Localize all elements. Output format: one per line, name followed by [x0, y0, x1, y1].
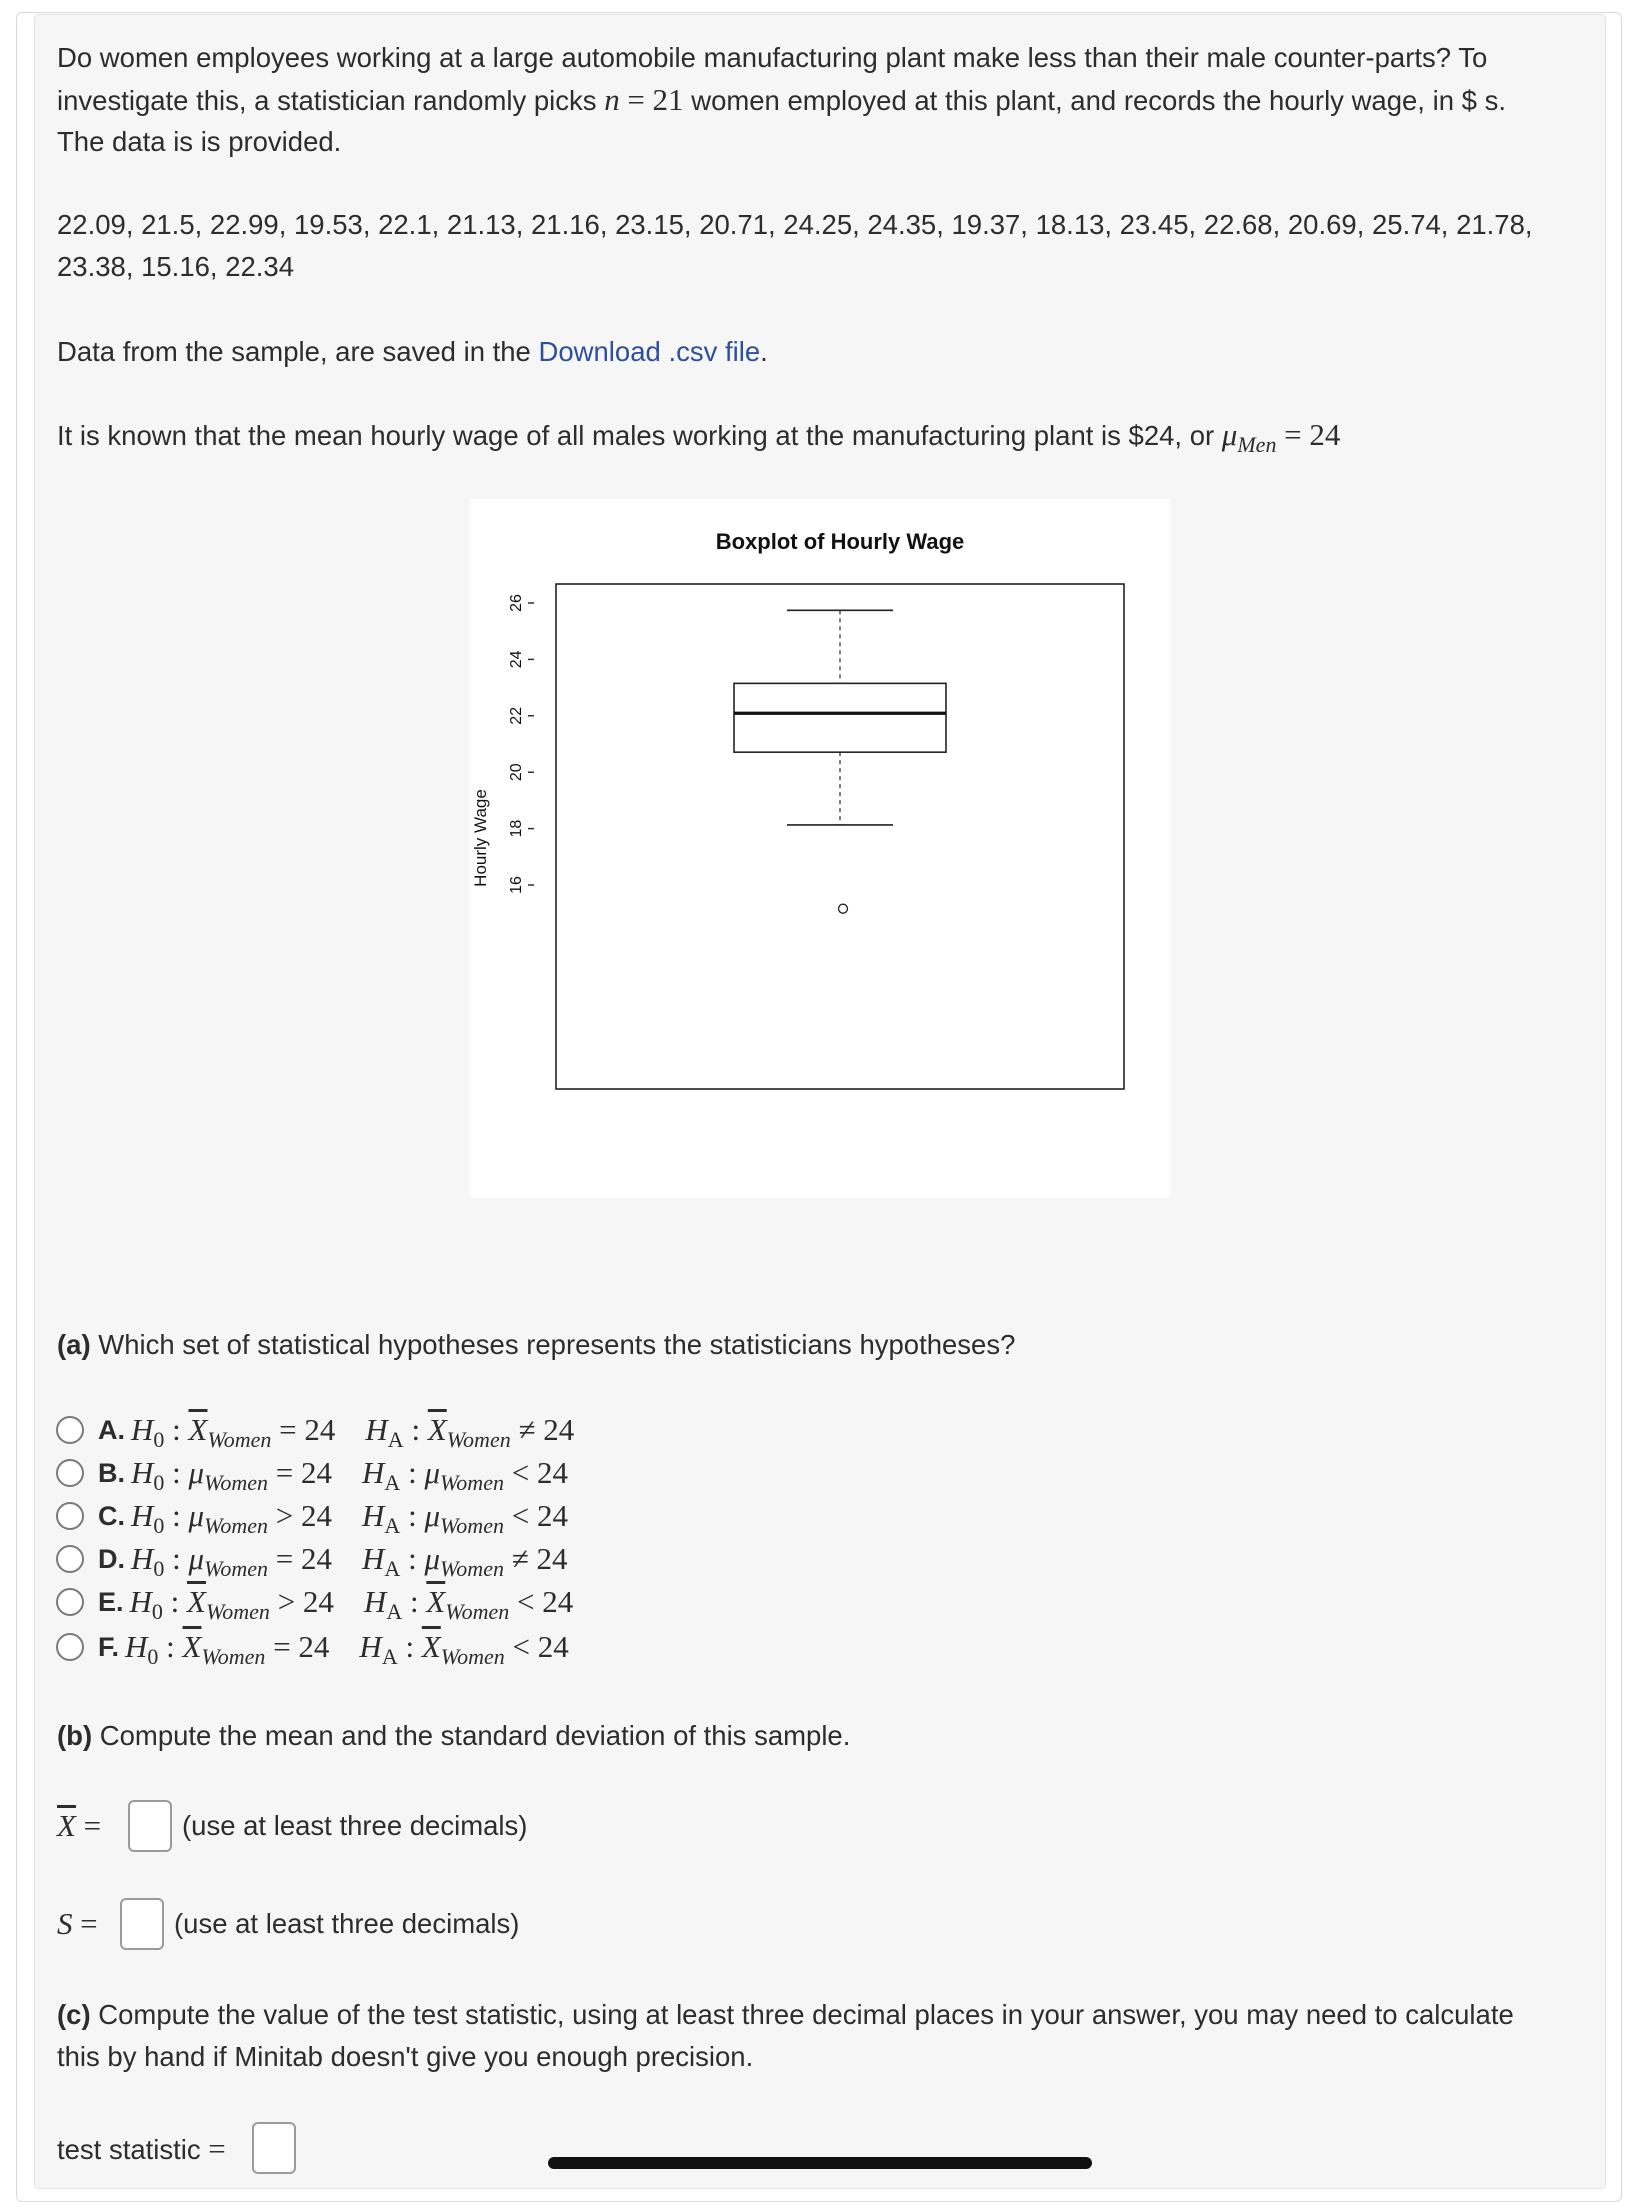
mean-hint: (use at least three decimals) [182, 1810, 528, 1841]
s-symbol: S [57, 1906, 73, 1941]
known-mean-line: It is known that the mean hourly wage of all males working at the manufacturing plant is $24, or $\mu_{Men} = 24$ [57, 417, 1341, 457]
radio-button[interactable] [56, 1633, 84, 1661]
option-e[interactable] [56, 1582, 573, 1622]
test-statistic-row: test statistic = [57, 2131, 226, 2166]
y-axis-ticks [508, 594, 534, 894]
y-tick-label: 22 [508, 706, 525, 725]
download-csv-link[interactable]: Download .csv file [538, 336, 761, 367]
outlier-point [839, 904, 848, 913]
hypothesis-text: $H_0$ : $\mu_{Women} = 24$ $H_A$ : $\mu_{Women} \ne 24$ [131, 1541, 568, 1581]
option-letter: A. [98, 1414, 125, 1445]
box-elements [734, 610, 946, 825]
y-tick-label: 24 [508, 650, 525, 669]
part-a-question: (a) Which set of statistical hypotheses represents the statisticians hypotheses? [57, 1329, 1016, 1360]
boxplot-svg [470, 499, 1170, 1198]
intro-line-2: investigate this, a statistician randomly picks n = 21 women employed at this plant, and records the hourly wage, in $ s. [57, 82, 1506, 117]
chart-title: Boxplot of Hourly Wage [715, 529, 965, 554]
option-f[interactable] [56, 1627, 569, 1667]
part-c-line-1: (c) Compute the value of the test statistic, using at least three decimal places in your answer, you may need to calculate [57, 1999, 1514, 2030]
mean-input-box[interactable] [128, 1800, 172, 1852]
outlier-points [839, 904, 848, 913]
radio-button[interactable] [56, 1502, 84, 1530]
y-tick-label: 16 [508, 876, 525, 894]
option-d[interactable] [56, 1539, 567, 1579]
hypothesis-text: $H_0$ : $\overline{X}_{Women} > 24$ $H_A$ : $\overline{X}_{Women} < 24$ [129, 1584, 574, 1624]
sd-input-box[interactable] [120, 1898, 164, 1950]
boxplot-chart [470, 499, 1170, 1198]
radio-button[interactable] [56, 1588, 84, 1616]
option-a[interactable] [56, 1410, 574, 1450]
scroll-indicator-bar[interactable] [548, 2157, 1092, 2169]
hypothesis-text: $H_0$ : $\overline{X}_{Women} = 24$ $H_A$ : $\overline{X}_{Women} < 24$ [125, 1629, 569, 1669]
option-c[interactable] [56, 1496, 568, 1536]
xbar-symbol: $\overline{X}$ [57, 1808, 76, 1843]
option-letter: E. [98, 1586, 124, 1617]
radio-button[interactable] [56, 1545, 84, 1573]
download-line: Data from the sample, are saved in the Download .csv file. [57, 336, 768, 367]
radio-button[interactable] [56, 1459, 84, 1487]
intro-line-3: The data is is provided. [57, 126, 342, 157]
hypothesis-text: $H_0$ : $\mu_{Women} > 24$ $H_A$ : $\mu_{Women} < 24$ [131, 1498, 568, 1538]
y-tick-label: 18 [508, 819, 525, 838]
data-values-line-1: 22.09, 21.5, 22.99, 19.53, 22.1, 21.13, 21.16, 23.15, 20.71, 24.25, 24.35, 19.37, 18.13, 23.45, 22.68, 20.69, 25.74, 21.78, [57, 209, 1533, 240]
option-letter: B. [98, 1457, 125, 1488]
option-letter: C. [98, 1500, 125, 1531]
option-letter: D. [98, 1543, 125, 1574]
interquartile-box [734, 683, 946, 752]
part-b-question: (b) Compute the mean and the standard deviation of this sample. [57, 1720, 851, 1751]
y-axis-label: Hourly Wage [471, 789, 490, 887]
intro-line-1: Do women employees working at a large automobile manufacturing plant make less than their male counter-parts? To [57, 42, 1488, 73]
option-b[interactable] [56, 1453, 568, 1493]
part-c-line-2: this by hand if Minitab doesn't give you enough precision. [57, 2041, 754, 2072]
mean-answer-row: $\overline{X}$ = [57, 1808, 102, 1843]
sd-hint: (use at least three decimals) [174, 1908, 520, 1939]
test-statistic-input-box[interactable] [252, 2122, 296, 2174]
y-tick-label: 26 [508, 594, 525, 612]
option-letter: F. [98, 1631, 120, 1662]
data-values-line-2: 23.38, 15.16, 22.34 [57, 251, 295, 282]
y-tick-label: 20 [508, 763, 525, 782]
hypothesis-text: $H_0$ : $\overline{X}_{Women} = 24$ $H_A$ : $\overline{X}_{Women} \ne 24$ [131, 1412, 575, 1452]
radio-button[interactable] [56, 1416, 84, 1444]
sd-answer-row: S = [57, 1906, 98, 1941]
hypothesis-text: $H_0$ : $\mu_{Women} = 24$ $H_A$ : $\mu_{Women} < 24$ [131, 1455, 568, 1495]
